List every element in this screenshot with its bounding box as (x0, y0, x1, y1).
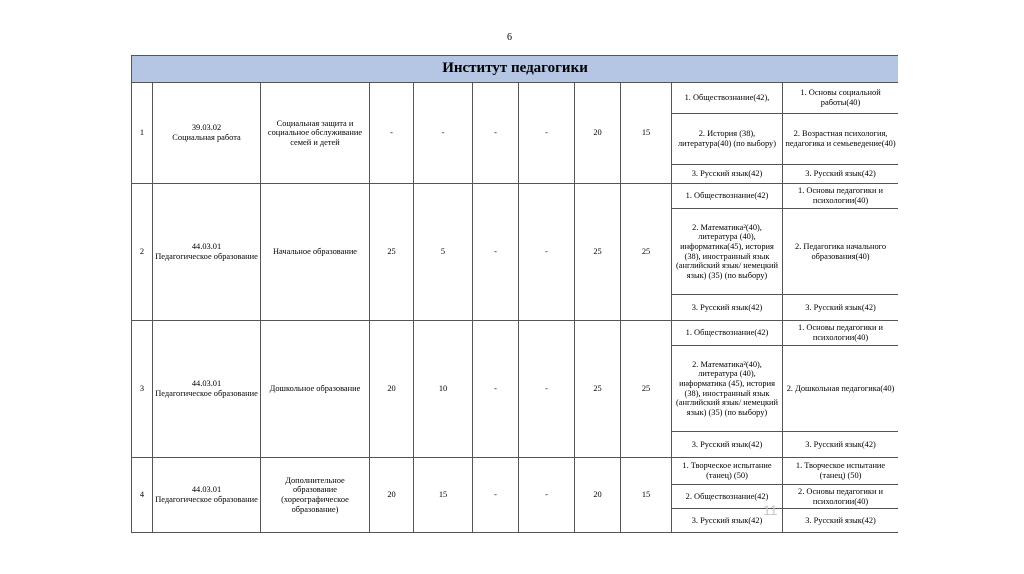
count-cell: 20 (575, 458, 621, 533)
specialty-cell (153, 458, 261, 533)
page-number: 6 (507, 32, 512, 43)
count-cell: 25 (575, 321, 621, 458)
exam-cell: 2. Математика²(40), литература (40), информатика(45), история (38), иностранный язык (английский язык/ немецкий язык) (35) (по выбору) (672, 209, 783, 295)
admission-table (131, 55, 898, 533)
row-number: 4 (132, 458, 153, 533)
specialty-cell (153, 321, 261, 458)
specialty-name: Педагогическое образование (155, 389, 258, 398)
count-cell: 5 (414, 184, 473, 321)
count-cell: - (473, 321, 519, 458)
count-cell: 25 (621, 321, 672, 458)
slide-number: 11 (763, 502, 778, 518)
exam-cell: 1. Обществознание(42), (672, 83, 783, 114)
exam-cell: 2. История (38), литература(40) (по выбору) (672, 114, 783, 165)
specialty-code: 44.03.01 (191, 485, 222, 495)
exam-cell: 2. Обществознание(42) (672, 485, 783, 509)
count-cell: - (473, 184, 519, 321)
specialty-name: Педагогическое образование (155, 495, 258, 504)
count-cell: - (414, 83, 473, 184)
exam-cell: 3. Русский язык(42) (672, 509, 783, 533)
count-cell: - (473, 83, 519, 184)
exam-cell: 2. Основы педагогики и психологии(40) (783, 485, 899, 509)
count-cell: - (519, 321, 575, 458)
exam-cell: 1. Обществознание(42) (672, 321, 783, 346)
exam-cell: 3. Русский язык(42) (783, 295, 899, 321)
count-cell: - (519, 458, 575, 533)
exam-cell: 3. Русский язык(42) (672, 432, 783, 458)
exam-cell: 1. Обществознание(42) (672, 184, 783, 209)
count-cell: - (370, 83, 414, 184)
row-number: 3 (132, 321, 153, 458)
count-cell: - (519, 83, 575, 184)
count-cell: 10 (414, 321, 473, 458)
count-cell: 20 (370, 458, 414, 533)
exam-cell: 1. Основы педагогики и психологии(40) (783, 184, 899, 209)
specialty-cell (153, 83, 261, 184)
exam-cell: 3. Русский язык(42) (783, 509, 899, 533)
row-number: 1 (132, 83, 153, 184)
count-cell: - (519, 184, 575, 321)
specialty-cell (153, 184, 261, 321)
count-cell: 25 (621, 184, 672, 321)
exam-cell: 1. Основы педагогики и психологии(40) (783, 321, 899, 346)
count-cell: - (473, 458, 519, 533)
exam-cell: 3. Русский язык(42) (783, 432, 899, 458)
exam-cell: 2. Дошкольная педагогика(40) (783, 346, 899, 432)
exam-cell: 3. Русский язык(42) (672, 165, 783, 184)
row-number: 2 (132, 184, 153, 321)
specialty-code: 44.03.01 (191, 242, 222, 252)
exam-cell: 3. Русский язык(42) (783, 165, 899, 184)
exam-cell: 1. Основы социальной работы(40) (783, 83, 899, 114)
exam-cell: 1. Творческое испытание (танец) (50) (783, 458, 899, 485)
exam-cell: 2. Возрастная психология, педагогика и семьеведение(40) (783, 114, 899, 165)
specialty-name: Социальная работа (172, 133, 241, 142)
count-cell: 15 (414, 458, 473, 533)
specialty-name: Педагогическое образование (155, 252, 258, 261)
profile-cell: Социальная защита и социальное обслуживание семей и детей (261, 83, 370, 184)
exam-cell: 2. Математика²(40), литература (40), информатика (45), история (38), иностранный язык (английский язык/ немецкий язык) (35) (по выбору) (672, 346, 783, 432)
exam-cell: 2. Педагогика начального образования(40) (783, 209, 899, 295)
specialty-code: 39.03.02 (191, 123, 222, 133)
specialty-code: 44.03.01 (191, 379, 222, 389)
institute-title: Институт педагогики (132, 56, 899, 83)
profile-cell: Дополнительное образование (хореографическое образование) (261, 458, 370, 533)
exam-cell: 3. Русский язык(42) (672, 295, 783, 321)
profile-cell: Начальное образование (261, 184, 370, 321)
count-cell: 20 (370, 321, 414, 458)
count-cell: 25 (370, 184, 414, 321)
profile-cell: Дошкольное образование (261, 321, 370, 458)
admission-table-sheet (131, 55, 898, 539)
count-cell: 15 (621, 458, 672, 533)
count-cell: 25 (575, 184, 621, 321)
count-cell: 15 (621, 83, 672, 184)
exam-cell: 1. Творческое испытание (танец) (50) (672, 458, 783, 485)
count-cell: 20 (575, 83, 621, 184)
